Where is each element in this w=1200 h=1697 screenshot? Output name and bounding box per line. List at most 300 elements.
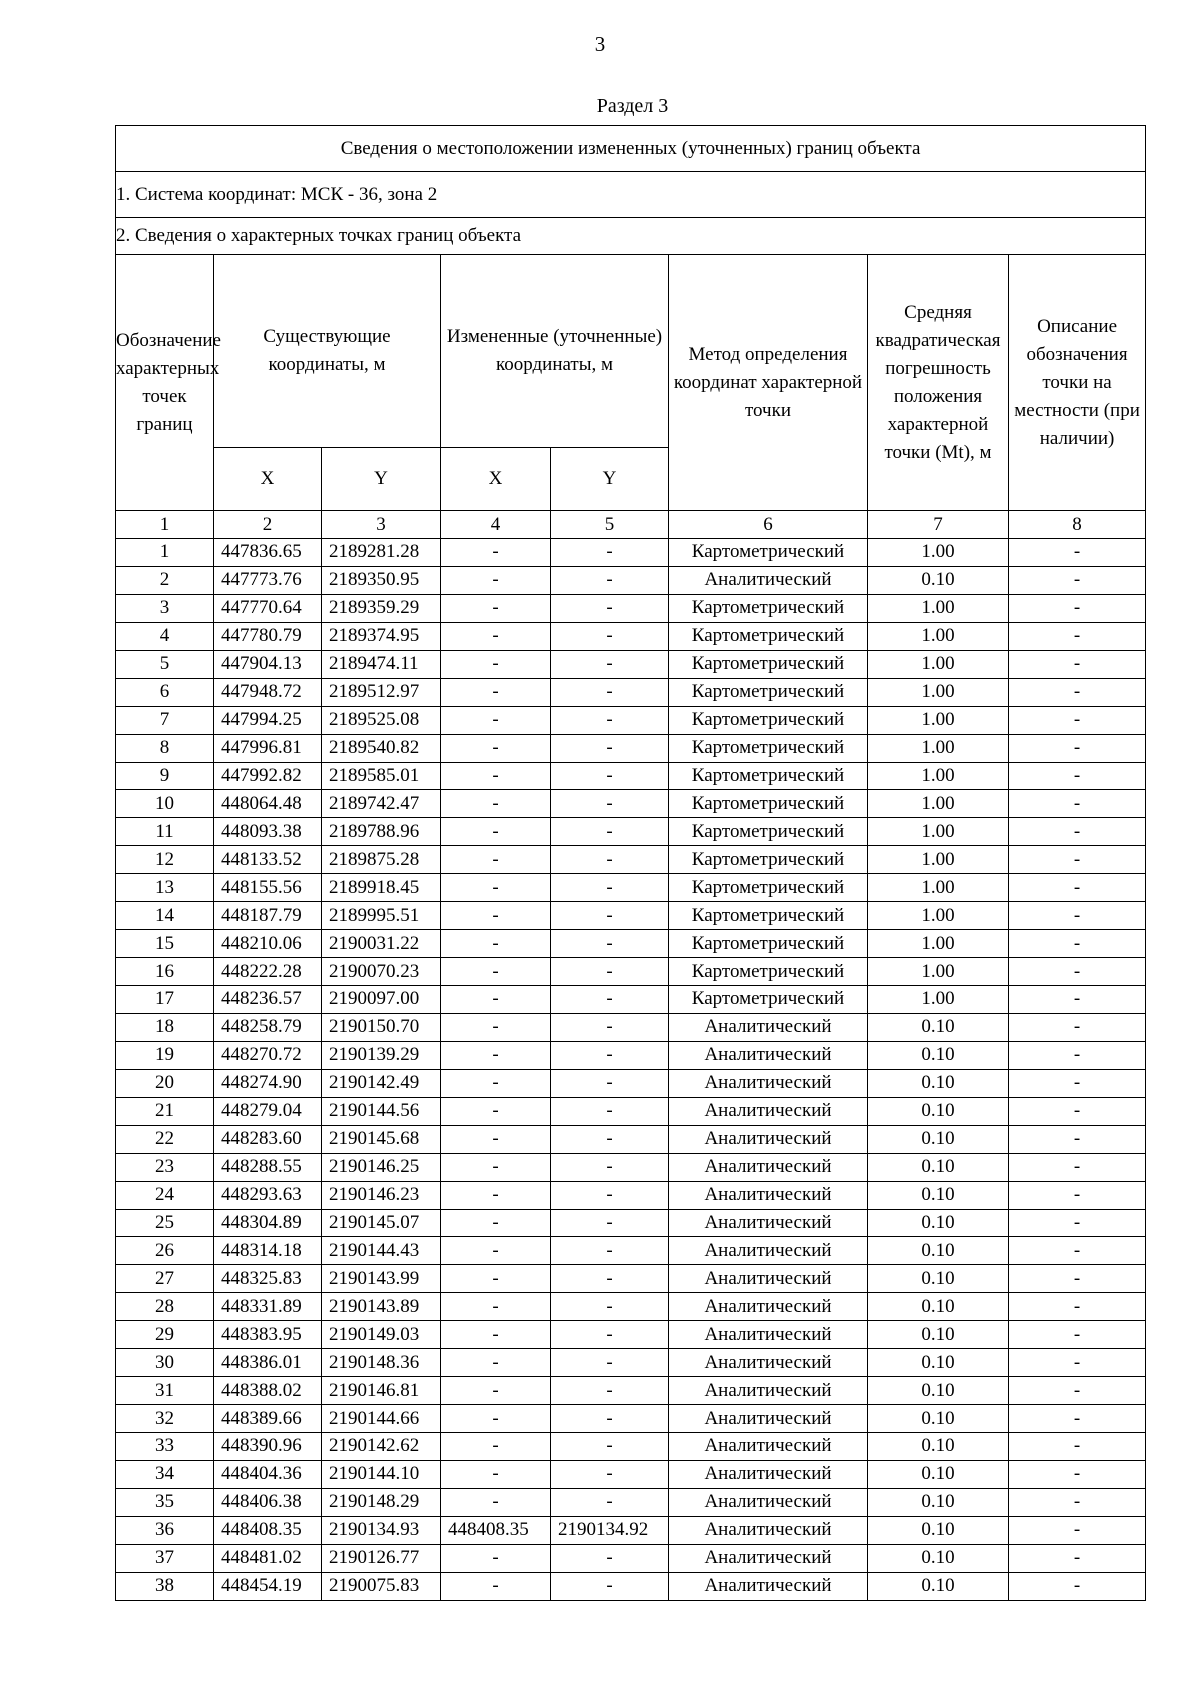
table-row	[116, 706, 1146, 734]
existing-x: 448133.52	[214, 846, 322, 874]
table-row	[116, 1544, 1146, 1572]
description: -	[1009, 1069, 1146, 1097]
changed-y: -	[551, 1153, 669, 1181]
description: -	[1009, 1544, 1146, 1572]
mean-error: 0.10	[868, 1041, 1009, 1069]
changed-x: -	[441, 846, 551, 874]
changed-y: -	[551, 1572, 669, 1600]
table-row	[116, 1153, 1146, 1181]
mean-error: 0.10	[868, 1209, 1009, 1237]
description: -	[1009, 790, 1146, 818]
table-row	[116, 1572, 1146, 1600]
table-row	[116, 1349, 1146, 1377]
existing-y: 2190146.25	[322, 1153, 441, 1181]
existing-x: 447948.72	[214, 678, 322, 706]
changed-y: 2190134.92	[551, 1516, 669, 1544]
existing-y: 2190144.66	[322, 1405, 441, 1433]
point-number: 17	[116, 986, 214, 1014]
existing-y: 2190142.49	[322, 1069, 441, 1097]
changed-y: -	[551, 539, 669, 567]
mean-error: 0.10	[868, 1125, 1009, 1153]
changed-x: -	[441, 566, 551, 594]
changed-x: -	[441, 1069, 551, 1097]
changed-y: -	[551, 958, 669, 986]
changed-y: -	[551, 846, 669, 874]
existing-x: 447770.64	[214, 594, 322, 622]
existing-x: 448304.89	[214, 1209, 322, 1237]
header-designation: Обозначение характерных точек границ	[116, 255, 214, 511]
changed-x: -	[441, 1349, 551, 1377]
existing-y: 2189281.28	[322, 539, 441, 567]
existing-x: 448389.66	[214, 1405, 322, 1433]
existing-x: 447836.65	[214, 539, 322, 567]
method: Картометрический	[669, 986, 868, 1014]
existing-y: 2190126.77	[322, 1544, 441, 1572]
description: -	[1009, 1460, 1146, 1488]
column-number: 3	[322, 511, 441, 539]
point-number: 30	[116, 1349, 214, 1377]
existing-y: 2190146.81	[322, 1377, 441, 1405]
changed-y: -	[551, 1209, 669, 1237]
point-number: 27	[116, 1265, 214, 1293]
description: -	[1009, 1349, 1146, 1377]
table-row	[116, 1097, 1146, 1125]
description: -	[1009, 986, 1146, 1014]
method: Аналитический	[669, 1069, 868, 1097]
mean-error: 0.10	[868, 1293, 1009, 1321]
changed-y: -	[551, 818, 669, 846]
header-error: Средняя квадратическая погрешность положения характерной точки (Mt), м	[868, 255, 1009, 511]
method: Картометрический	[669, 650, 868, 678]
changed-y: -	[551, 1041, 669, 1069]
changed-x: -	[441, 706, 551, 734]
mean-error: 1.00	[868, 958, 1009, 986]
header-changed-y: Y	[551, 448, 669, 511]
mean-error: 0.10	[868, 1265, 1009, 1293]
mean-error: 1.00	[868, 762, 1009, 790]
changed-x: -	[441, 1209, 551, 1237]
changed-y: -	[551, 1460, 669, 1488]
existing-x: 448270.72	[214, 1041, 322, 1069]
table-row	[116, 1237, 1146, 1265]
description: -	[1009, 1209, 1146, 1237]
changed-y: -	[551, 566, 669, 594]
existing-x: 448481.02	[214, 1544, 322, 1572]
header-existing-coordinates: Существующие координаты, м	[214, 255, 441, 448]
table-row	[116, 874, 1146, 902]
description: -	[1009, 1013, 1146, 1041]
point-number: 36	[116, 1516, 214, 1544]
description: -	[1009, 902, 1146, 930]
existing-y: 2190142.62	[322, 1433, 441, 1461]
method: Аналитический	[669, 1237, 868, 1265]
changed-x: -	[441, 1265, 551, 1293]
changed-y: -	[551, 1433, 669, 1461]
method: Аналитический	[669, 1516, 868, 1544]
point-number: 16	[116, 958, 214, 986]
mean-error: 0.10	[868, 1488, 1009, 1516]
point-number: 11	[116, 818, 214, 846]
method: Аналитический	[669, 1460, 868, 1488]
existing-y: 2190146.23	[322, 1181, 441, 1209]
method: Картометрический	[669, 790, 868, 818]
description: -	[1009, 1405, 1146, 1433]
mean-error: 1.00	[868, 678, 1009, 706]
mean-error: 1.00	[868, 594, 1009, 622]
changed-x: 448408.35	[441, 1516, 551, 1544]
coordinate-system: 1. Система координат: МСК - 36, зона 2	[116, 172, 1146, 218]
description: -	[1009, 539, 1146, 567]
method: Аналитический	[669, 1013, 868, 1041]
description: -	[1009, 762, 1146, 790]
description: -	[1009, 958, 1146, 986]
changed-x: -	[441, 594, 551, 622]
changed-x: -	[441, 762, 551, 790]
point-number: 10	[116, 790, 214, 818]
point-number: 22	[116, 1125, 214, 1153]
changed-x: -	[441, 986, 551, 1014]
point-number: 25	[116, 1209, 214, 1237]
method: Аналитический	[669, 1433, 868, 1461]
method: Аналитический	[669, 1265, 868, 1293]
point-number: 1	[116, 539, 214, 567]
table-row	[116, 1041, 1146, 1069]
method: Аналитический	[669, 1377, 868, 1405]
point-number: 15	[116, 930, 214, 958]
header-existing-y: Y	[322, 448, 441, 511]
existing-y: 2190150.70	[322, 1013, 441, 1041]
existing-y: 2189512.97	[322, 678, 441, 706]
method: Аналитический	[669, 1321, 868, 1349]
changed-y: -	[551, 1544, 669, 1572]
changed-x: -	[441, 874, 551, 902]
mean-error: 0.10	[868, 1516, 1009, 1544]
description: -	[1009, 734, 1146, 762]
existing-y: 2190134.93	[322, 1516, 441, 1544]
column-number: 2	[214, 511, 322, 539]
table-row	[116, 1460, 1146, 1488]
point-number: 33	[116, 1433, 214, 1461]
existing-y: 2190097.00	[322, 986, 441, 1014]
table-row	[116, 1488, 1146, 1516]
changed-y: -	[551, 594, 669, 622]
description: -	[1009, 1041, 1146, 1069]
table-row	[116, 539, 1146, 567]
changed-y: -	[551, 1377, 669, 1405]
existing-y: 2190143.99	[322, 1265, 441, 1293]
changed-y: -	[551, 930, 669, 958]
mean-error: 1.00	[868, 539, 1009, 567]
existing-x: 448406.38	[214, 1488, 322, 1516]
existing-y: 2190148.29	[322, 1488, 441, 1516]
column-number: 4	[441, 511, 551, 539]
column-number: 7	[868, 511, 1009, 539]
existing-y: 2189918.45	[322, 874, 441, 902]
changed-x: -	[441, 1181, 551, 1209]
mean-error: 0.10	[868, 566, 1009, 594]
description: -	[1009, 846, 1146, 874]
method: Картометрический	[669, 818, 868, 846]
mean-error: 0.10	[868, 1181, 1009, 1209]
method: Аналитический	[669, 1181, 868, 1209]
description: -	[1009, 622, 1146, 650]
existing-y: 2190145.07	[322, 1209, 441, 1237]
changed-x: -	[441, 1405, 551, 1433]
method: Картометрический	[669, 874, 868, 902]
mean-error: 1.00	[868, 818, 1009, 846]
mean-error: 1.00	[868, 902, 1009, 930]
existing-x: 448187.79	[214, 902, 322, 930]
changed-x: -	[441, 1377, 551, 1405]
header-existing-x: X	[214, 448, 322, 511]
method: Аналитический	[669, 1572, 868, 1600]
description: -	[1009, 1153, 1146, 1181]
point-number: 23	[116, 1153, 214, 1181]
point-number: 3	[116, 594, 214, 622]
point-number: 6	[116, 678, 214, 706]
point-number: 26	[116, 1237, 214, 1265]
description: -	[1009, 1237, 1146, 1265]
existing-x: 448454.19	[214, 1572, 322, 1600]
point-number: 29	[116, 1321, 214, 1349]
description: -	[1009, 650, 1146, 678]
description: -	[1009, 1516, 1146, 1544]
changed-x: -	[441, 1293, 551, 1321]
table-row	[116, 902, 1146, 930]
header-method: Метод определения координат характерной точки	[669, 255, 868, 511]
existing-x: 448331.89	[214, 1293, 322, 1321]
existing-x: 448388.02	[214, 1377, 322, 1405]
table-row	[116, 1265, 1146, 1293]
description: -	[1009, 1265, 1146, 1293]
description: -	[1009, 1097, 1146, 1125]
changed-y: -	[551, 1405, 669, 1433]
changed-y: -	[551, 706, 669, 734]
mean-error: 1.00	[868, 874, 1009, 902]
method: Аналитический	[669, 566, 868, 594]
existing-x: 448386.01	[214, 1349, 322, 1377]
existing-y: 2190070.23	[322, 958, 441, 986]
method: Картометрический	[669, 622, 868, 650]
mean-error: 0.10	[868, 1153, 1009, 1181]
method: Картометрический	[669, 958, 868, 986]
point-number: 8	[116, 734, 214, 762]
point-number: 13	[116, 874, 214, 902]
mean-error: 0.10	[868, 1405, 1009, 1433]
existing-x: 448236.57	[214, 986, 322, 1014]
changed-y: -	[551, 762, 669, 790]
description: -	[1009, 930, 1146, 958]
changed-y: -	[551, 1069, 669, 1097]
existing-y: 2190143.89	[322, 1293, 441, 1321]
changed-x: -	[441, 1125, 551, 1153]
changed-x: -	[441, 1321, 551, 1349]
point-number: 14	[116, 902, 214, 930]
mean-error: 1.00	[868, 986, 1009, 1014]
point-number: 34	[116, 1460, 214, 1488]
point-number: 9	[116, 762, 214, 790]
changed-x: -	[441, 1433, 551, 1461]
method: Аналитический	[669, 1209, 868, 1237]
point-number: 37	[116, 1544, 214, 1572]
changed-x: -	[441, 650, 551, 678]
existing-x: 448408.35	[214, 1516, 322, 1544]
existing-y: 2189742.47	[322, 790, 441, 818]
table-row	[116, 1013, 1146, 1041]
existing-y: 2190144.56	[322, 1097, 441, 1125]
table-row	[116, 790, 1146, 818]
method: Картометрический	[669, 678, 868, 706]
changed-y: -	[551, 678, 669, 706]
changed-x: -	[441, 1544, 551, 1572]
changed-x: -	[441, 958, 551, 986]
mean-error: 0.10	[868, 1377, 1009, 1405]
point-number: 32	[116, 1405, 214, 1433]
changed-y: -	[551, 874, 669, 902]
mean-error: 0.10	[868, 1321, 1009, 1349]
changed-y: -	[551, 622, 669, 650]
method: Аналитический	[669, 1293, 868, 1321]
changed-x: -	[441, 622, 551, 650]
changed-x: -	[441, 1013, 551, 1041]
existing-x: 448155.56	[214, 874, 322, 902]
existing-y: 2189474.11	[322, 650, 441, 678]
description: -	[1009, 1377, 1146, 1405]
table-row	[116, 1069, 1146, 1097]
changed-x: -	[441, 1572, 551, 1600]
method: Картометрический	[669, 846, 868, 874]
changed-x: -	[441, 678, 551, 706]
description: -	[1009, 818, 1146, 846]
changed-y: -	[551, 1265, 669, 1293]
existing-x: 448274.90	[214, 1069, 322, 1097]
changed-y: -	[551, 1293, 669, 1321]
changed-y: -	[551, 790, 669, 818]
changed-y: -	[551, 1181, 669, 1209]
changed-y: -	[551, 1097, 669, 1125]
table-row	[116, 622, 1146, 650]
header-description: Описание обозначения точки на местности (при наличии)	[1009, 255, 1146, 511]
point-number: 5	[116, 650, 214, 678]
description: -	[1009, 706, 1146, 734]
mean-error: 1.00	[868, 734, 1009, 762]
existing-x: 448383.95	[214, 1321, 322, 1349]
mean-error: 1.00	[868, 706, 1009, 734]
column-number: 6	[669, 511, 868, 539]
table-row	[116, 1377, 1146, 1405]
existing-x: 447904.13	[214, 650, 322, 678]
table-row	[116, 818, 1146, 846]
method: Аналитический	[669, 1125, 868, 1153]
mean-error: 1.00	[868, 650, 1009, 678]
changed-y: -	[551, 1013, 669, 1041]
method: Картометрический	[669, 734, 868, 762]
description: -	[1009, 1321, 1146, 1349]
changed-x: -	[441, 818, 551, 846]
method: Аналитический	[669, 1153, 868, 1181]
existing-x: 448283.60	[214, 1125, 322, 1153]
table-row	[116, 650, 1146, 678]
method: Аналитический	[669, 1041, 868, 1069]
point-number: 31	[116, 1377, 214, 1405]
table-row	[116, 986, 1146, 1014]
header-changed-x: X	[441, 448, 551, 511]
changed-x: -	[441, 1488, 551, 1516]
existing-x: 448404.36	[214, 1460, 322, 1488]
existing-x: 448064.48	[214, 790, 322, 818]
existing-x: 448314.18	[214, 1237, 322, 1265]
table-title: Сведения о местоположении измененных (уточненных) границ объекта	[116, 126, 1146, 172]
table-row	[116, 566, 1146, 594]
table-row	[116, 594, 1146, 622]
description: -	[1009, 678, 1146, 706]
existing-y: 2189374.95	[322, 622, 441, 650]
description: -	[1009, 1572, 1146, 1600]
existing-x: 448210.06	[214, 930, 322, 958]
existing-x: 448288.55	[214, 1153, 322, 1181]
column-number: 5	[551, 511, 669, 539]
point-number: 20	[116, 1069, 214, 1097]
method: Аналитический	[669, 1097, 868, 1125]
existing-y: 2189359.29	[322, 594, 441, 622]
existing-x: 447992.82	[214, 762, 322, 790]
point-number: 18	[116, 1013, 214, 1041]
table-row	[116, 678, 1146, 706]
changed-x: -	[441, 539, 551, 567]
point-number: 28	[116, 1293, 214, 1321]
changed-x: -	[441, 1041, 551, 1069]
existing-x: 447996.81	[214, 734, 322, 762]
mean-error: 0.10	[868, 1237, 1009, 1265]
point-number: 21	[116, 1097, 214, 1125]
method: Аналитический	[669, 1405, 868, 1433]
existing-y: 2189585.01	[322, 762, 441, 790]
method: Картометрический	[669, 539, 868, 567]
table-row	[116, 1293, 1146, 1321]
description: -	[1009, 594, 1146, 622]
method: Картометрический	[669, 902, 868, 930]
changed-x: -	[441, 1097, 551, 1125]
mean-error: 0.10	[868, 1433, 1009, 1461]
point-number: 2	[116, 566, 214, 594]
description: -	[1009, 874, 1146, 902]
changed-x: -	[441, 902, 551, 930]
mean-error: 1.00	[868, 622, 1009, 650]
table-row	[116, 930, 1146, 958]
existing-x: 448258.79	[214, 1013, 322, 1041]
existing-x: 447780.79	[214, 622, 322, 650]
changed-y: -	[551, 1488, 669, 1516]
mean-error: 0.10	[868, 1097, 1009, 1125]
mean-error: 0.10	[868, 1544, 1009, 1572]
mean-error: 1.00	[868, 846, 1009, 874]
existing-x: 448093.38	[214, 818, 322, 846]
mean-error: 0.10	[868, 1349, 1009, 1377]
description: -	[1009, 1488, 1146, 1516]
table-row	[116, 734, 1146, 762]
existing-y: 2189525.08	[322, 706, 441, 734]
boundary-points-table	[115, 125, 1146, 1601]
existing-y: 2190149.03	[322, 1321, 441, 1349]
changed-y: -	[551, 650, 669, 678]
points-info-heading: 2. Сведения о характерных точках границ объекта	[116, 218, 1146, 255]
existing-x: 447994.25	[214, 706, 322, 734]
table-row	[116, 1209, 1146, 1237]
point-number: 35	[116, 1488, 214, 1516]
changed-x: -	[441, 1153, 551, 1181]
point-number: 24	[116, 1181, 214, 1209]
description: -	[1009, 1433, 1146, 1461]
